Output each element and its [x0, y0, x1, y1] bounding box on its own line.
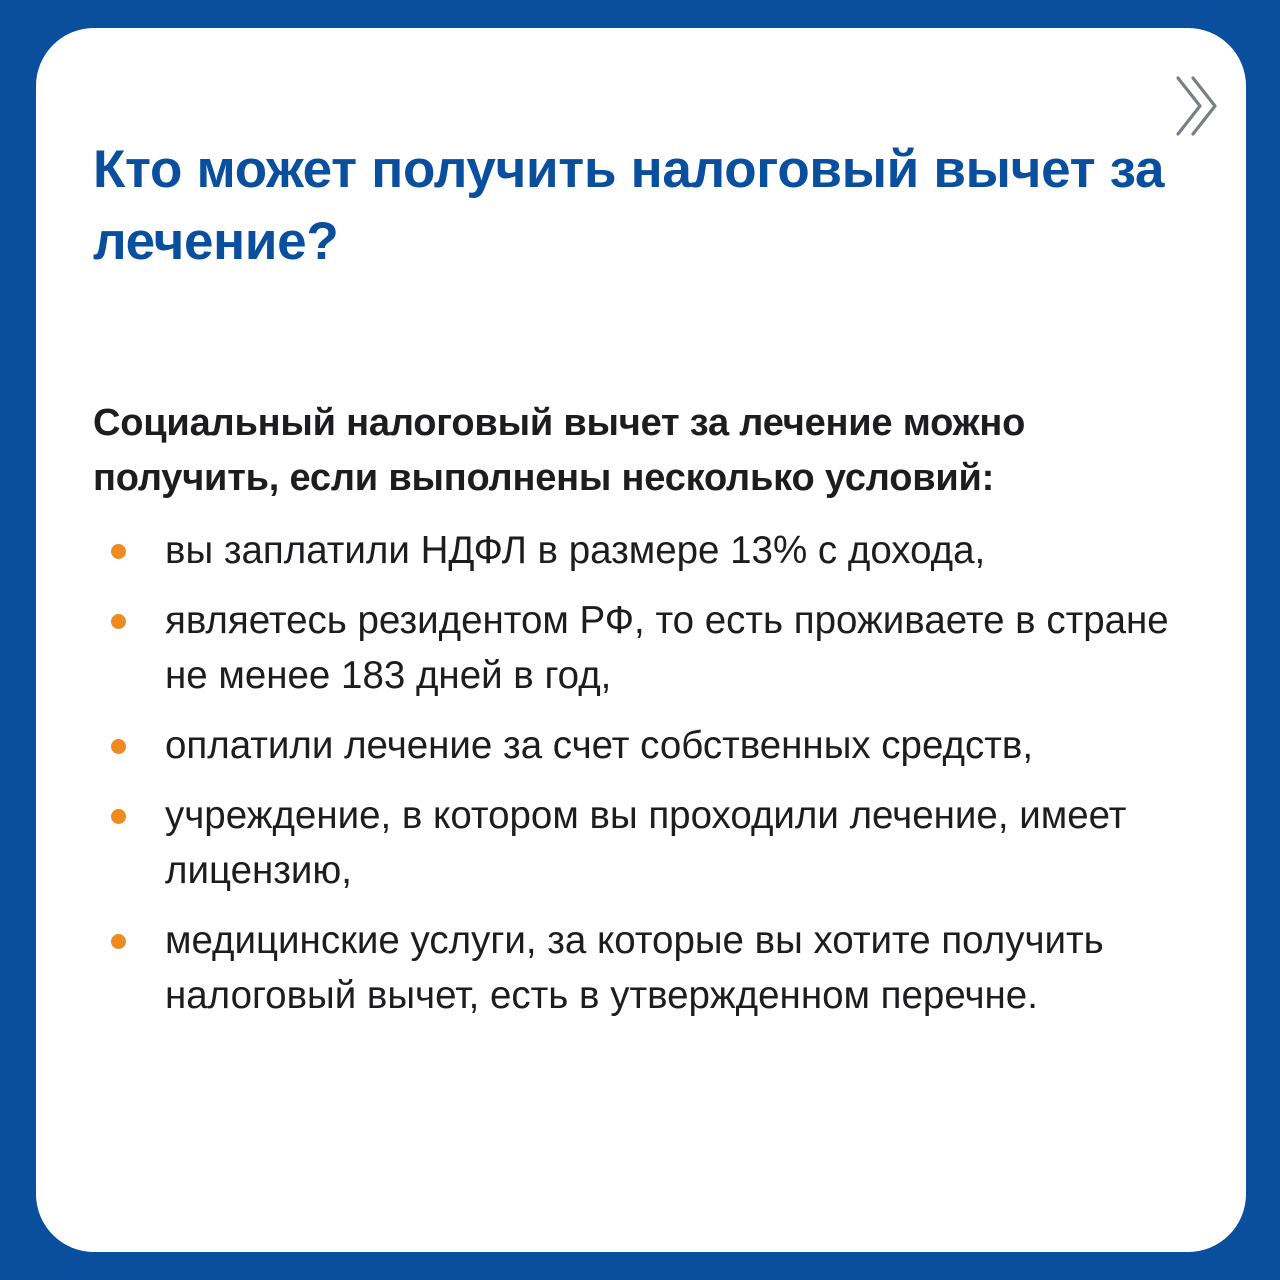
list-item	[93, 913, 1213, 1023]
condition-text: учреждение, в котором вы проходили лечение, имеет лицензию,	[165, 794, 1127, 892]
bullet-dot	[111, 809, 126, 824]
double-chevron-right-icon[interactable]	[1172, 72, 1222, 140]
list-item	[93, 593, 1213, 703]
bullet-dot	[111, 614, 126, 629]
info-card	[36, 28, 1246, 1252]
condition-text: оплатили лечение за счет собственных средств,	[165, 724, 1034, 767]
condition-text: медицинские услуги, за которые вы хотите получить налоговый вычет, есть в утвержденном перечне.	[165, 919, 1104, 1017]
list-item	[93, 523, 1213, 578]
page-title: Кто может получить налоговый вычет за лечение?	[93, 140, 1165, 271]
condition-text: вы заплатили НДФЛ в размере 13% с дохода,	[165, 529, 986, 572]
list-item	[93, 788, 1213, 898]
list-item	[93, 718, 1213, 773]
condition-text: являетесь резидентом РФ, то есть проживаете в стране не менее 183 дней в год,	[165, 599, 1169, 697]
conditions-list	[93, 523, 1213, 1038]
bullet-dot	[111, 934, 126, 949]
bullet-dot	[111, 544, 126, 559]
intro-text: Социальный налоговый вычет за лечение можно получить, если выполнены несколько условий:	[93, 402, 1026, 499]
bullet-dot	[111, 739, 126, 754]
